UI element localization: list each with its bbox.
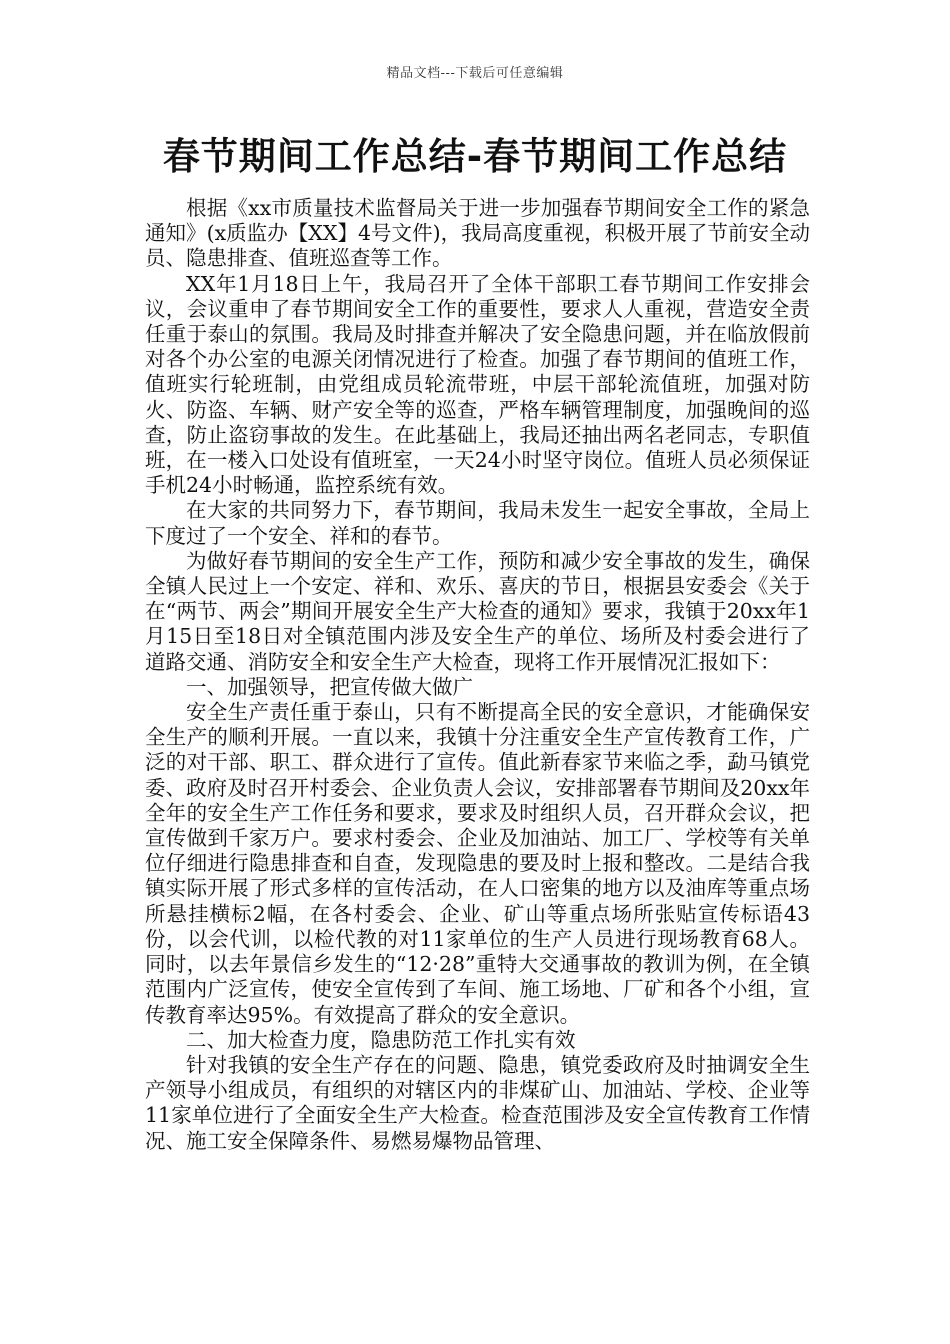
- paragraph: 针对我镇的安全生产存在的问题、隐患，镇党委政府及时抽调安全生产领导小组成员，有组织的对辖区内的非煤矿山、加油站、学校、企业等11家单位进行了全面安全生产大检查。检查范围涉及安全宣传教育工作情况、施工安全保障条件、易燃易爆物品管理、: [145, 1052, 810, 1153]
- paragraph: 为做好春节期间的安全生产工作，预防和减少安全事故的发生，确保全镇人民过上一个安定、祥和、欢乐、喜庆的节日，根据县安委会《关于在“两节、两会”期间开展安全生产大检查的通知》要求，我镇于20xx年1月15日至18日对全镇范围内涉及安全生产的单位、场所及村委会进行了道路交通、消防安全和安全生产大检查，现将工作开展情况汇报如下：: [145, 548, 810, 674]
- paragraph: 在大家的共同努力下，春节期间，我局未发生一起安全事故，全局上下度过了一个安全、祥和的春节。: [145, 498, 810, 548]
- document-body: [145, 196, 810, 1154]
- section-heading: 二、加大检查力度，隐患防范工作扎实有效: [186, 1027, 576, 1052]
- paragraph: XX年1月18日上午，我局召开了全体干部职工春节期间工作安排会议，会议重申了春节期间安全工作的重要性，要求人人重视，营造安全责任重于泰山的氛围。我局及时排查并解决了安全隐患问题，并在临放假前对各个办公室的电源关闭情况进行了检查。加强了春节期间的值班工作，值班实行轮班制，由党组成员轮流带班，中层干部轮流值班，加强对防火、防盗、车辆、财产安全等的巡查，严格车辆管理制度，加强晚间的巡查，防止盗窃事故的发生。在此基础上，我局还抽出两名老同志，专职值班，在一楼入口处设有值班室，一天24小时坚守岗位。值班人员必须保证手机24小时畅通，监控系统有效。: [145, 271, 810, 498]
- header-note: 精品文档---下载后可任意编辑: [386, 66, 564, 81]
- paragraph: 根据《xx市质量技术监督局关于进一步加强春节期间安全工作的紧急通知》(x质监办【XX】4号文件)，我局高度重视，积极开展了节前安全动员、隐患排查、值班巡查等工作。: [145, 196, 810, 271]
- section-heading: 一、加强领导，把宣传做大做广: [186, 674, 473, 699]
- paragraph: 安全生产责任重于泰山，只有不断提高全民的安全意识，才能确保安全生产的顺利开展。一直以来，我镇十分注重安全生产宣传教育工作，广泛的对干部、职工、群众进行了宣传。值此新春家节来临之季，勐马镇党委、政府及时召开村委会、企业负责人会议，安排部署春节期间及20xx年全年的安全生产工作任务和要求，要求及时组织人员，召开群众会议，把宣传做到千家万户。要求村委会、企业及加油站、加工厂、学校等有关单位仔细进行隐患排查和自查，发现隐患的要及时上报和整改。二是结合我镇实际开展了形式多样的宣传活动，在人口密集的地方以及油库等重点场所悬挂横标2幅，在各村委会、企业、矿山等重点场所张贴宣传标语43份，以会代训，以检代教的对11家单位的生产人员进行现场教育68人。同时，以去年景信乡发生的“12·28”重特大交通事故的教训为例，在全镇范围内广泛宣传，使安全宣传到了车间、施工场地、厂矿和各个小组，宣传教育率达95%。有效提高了群众的安全意识。: [145, 700, 810, 1027]
- document-title: 春节期间工作总结-春节期间工作总结: [162, 135, 788, 178]
